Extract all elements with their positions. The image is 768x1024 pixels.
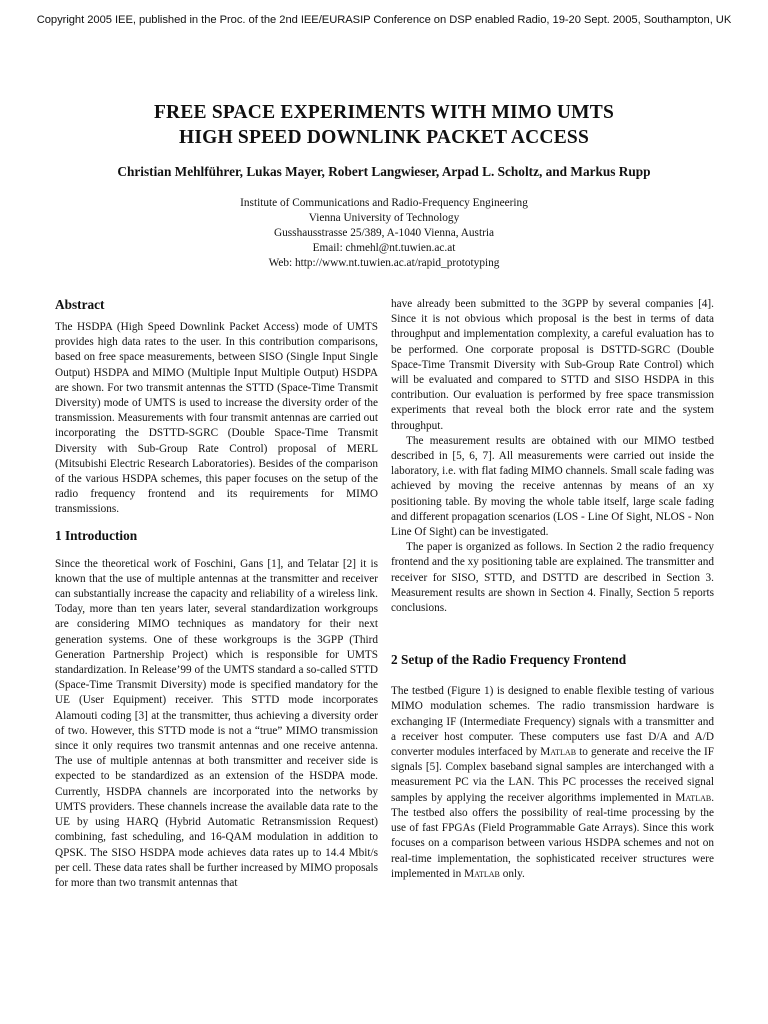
- matlab-term: Matlab: [675, 791, 712, 804]
- paper-title: [0, 100, 768, 150]
- affiliation-web: Web: http://www.nt.tuwien.ac.at/rapid_prototyping: [268, 257, 500, 269]
- affiliation-institute: Institute of Communications and Radio-Frequency Engineering: [240, 197, 528, 209]
- setup-text-c: . The testbed also offers the possibility of real-time processing by the use of fast FPGAs (Field Programmable Gate Arrays). Since this work focuses on a comparison between various HSDPA schemes and not on real-time implementation, the sophisticated receiver structures were implemented in: [391, 791, 714, 880]
- right-column: [391, 297, 714, 882]
- affiliation-address: Gusshausstrasse 25/389, A-1040 Vienna, Austria: [273, 227, 494, 239]
- setup-heading: 2 Setup of the Radio Frequency Frontend: [391, 652, 627, 668]
- author-list: Christian Mehlführer, Lukas Mayer, Robert Langwieser, Arpad L. Scholtz, and Markus Rupp: [117, 164, 651, 179]
- matlab-term: Matlab: [540, 746, 577, 759]
- setup-text-d: only.: [499, 867, 525, 880]
- introduction-paragraph-1: Since the theoretical work of Foschini, Gans [1], and Telatar [2] it is known that the use of multiple antennas at the transmitter and receiver can substantially increase the capacity and reliability of a wireless link. Today, more than ten years later, several standardization workgroups are considering MIMO techniques as mandatory for their next generation systems. One of these workgroups is the 3GPP (Third Generation Partnership Project) which is responsible for UMTS standardization. In Release’99 of the UMTS standard a so-called STTD (Space-Time Transmit Diversity) mode is specified mandatory for the UE (User Equipment) receiver. This STTD mode incorporates Alamouti coding [3] at the transmitter, thus achieving a diversity order of two. However, this STTD mode is not a “true” MIMO transmission since it only requires two transmit antennas and one receive antenna. The use of multiple antennas at both transmitter and receiver side is expected to be standardized as an extension of the HSDPA mode. Currently, HSDPA channels are incorporated into the networks by UMTS providers. These channels increase the available data rate to the UE by using HARQ (Hybrid Automatic Retransmission Request) combining, fast scheduling, and 16-QAM modulation in addition to QPSK. The SISO HSDPA mode achieves data rates up to 14.4 Mbit/s per cell. These data rates shall be further increased by MIMO proposals for more than two transmit antennas that: [55, 557, 378, 889]
- affiliation-email: Email: chmehl@nt.tuwien.ac.at: [312, 242, 456, 254]
- title-line-2: HIGH SPEED DOWNLINK PACKET ACCESS: [178, 127, 590, 148]
- affiliation-block: [0, 196, 768, 271]
- introduction-paragraph-1-continued: have already been submitted to the 3GPP by several companies [4]. Since it is not obvious which proposal is the best in terms of data throughput and implementation complexity, a careful evaluation has to be performed. One corporate proposal is DSTTD-SGRC (Double Space-Time Transmit Diversity with Sub-Group Rate Control) which will be evaluated and compared to STTD and SISO HSDPA in this contribution. Our evaluation is performed by free space transmission experiments that reveal both the block error rate and the system throughput.: [391, 298, 714, 432]
- setup-text-b: to generate and receive the IF signals [5]. Complex baseband signal samples are interchanged with a measurement PC via the LAN. This PC processes the received signal samples by applying the receiver algorithms implemented in: [391, 746, 714, 804]
- left-column: [55, 297, 378, 891]
- introduction-paragraph-2: The measurement results are obtained with our MIMO testbed described in [5, 6, 7]. All measurements were carried out inside the laboratory, i.e. with flat fading MIMO channels. Small scale fading was achieved by moving the receive antennas by means of an xy positioning table. By moving the whole table itself, large scale fading and different propagation scenarios (LOS - Line Of Sight, NLOS - Non Line Of Sight) can be investigated.: [391, 434, 714, 539]
- title-line-1: FREE SPACE EXPERIMENTS WITH MIMO UMTS: [153, 102, 615, 123]
- copyright-notice: Copyright 2005 IEE, published in the Proc. of the 2nd IEE/EURASIP Conference on DSP enabled Radio, 19-20 Sept. 2005, Southampton, UK: [36, 14, 732, 26]
- abstract-text: The HSDPA (High Speed Downlink Packet Access) mode of UMTS provides high data rates to the user. In this contribution comparisons, based on free space measurements, between SISO (Single Input Single Output) HSDPA and MIMO (Multiple Input Multiple Output) HSDPA are shown. For two transmit antennas the STTD (Space-Time Transmit Diversity) mode of UMTS is used to increase the diversity order of the transmission. Measurements with four transmit antennas are carried out incorporating the DSTTD-SGRC (Double Space-Time Transmit Diversity with Sub-Group Rate Control) proposal of MERL (Mitsubishi Electric Research Laboratories). Besides of the comparison of the various HSDPA schemes, this paper focuses on the setup of the radio frequency frontend and its requirements for MIMO transmissions.: [55, 321, 378, 516]
- setup-text-a: The testbed (Figure 1) is designed to enable flexible testing of various MIMO modulation schemes. The radio transmission hardware is exchanging IF (Intermediate Frequency) signals with a transmitter and a receiver host computer. These computers use fast D/A and A/D converter modules interfaced by: [391, 685, 714, 759]
- abstract-heading: Abstract: [55, 297, 105, 312]
- introduction-paragraph-3: The paper is organized as follows. In Section 2 the radio frequency frontend and the xy positioning table are explained. The transmitter and receiver for SISO, STTD, and DSTTD are described in Section 3. Measurement results are shown in Section 4. Finally, Section 5 reports conclusions.: [391, 541, 714, 615]
- introduction-heading: 1 Introduction: [55, 527, 138, 543]
- setup-paragraph-1: [391, 684, 714, 882]
- matlab-term: Matlab: [464, 867, 500, 880]
- affiliation-university: Vienna University of Technology: [308, 212, 460, 224]
